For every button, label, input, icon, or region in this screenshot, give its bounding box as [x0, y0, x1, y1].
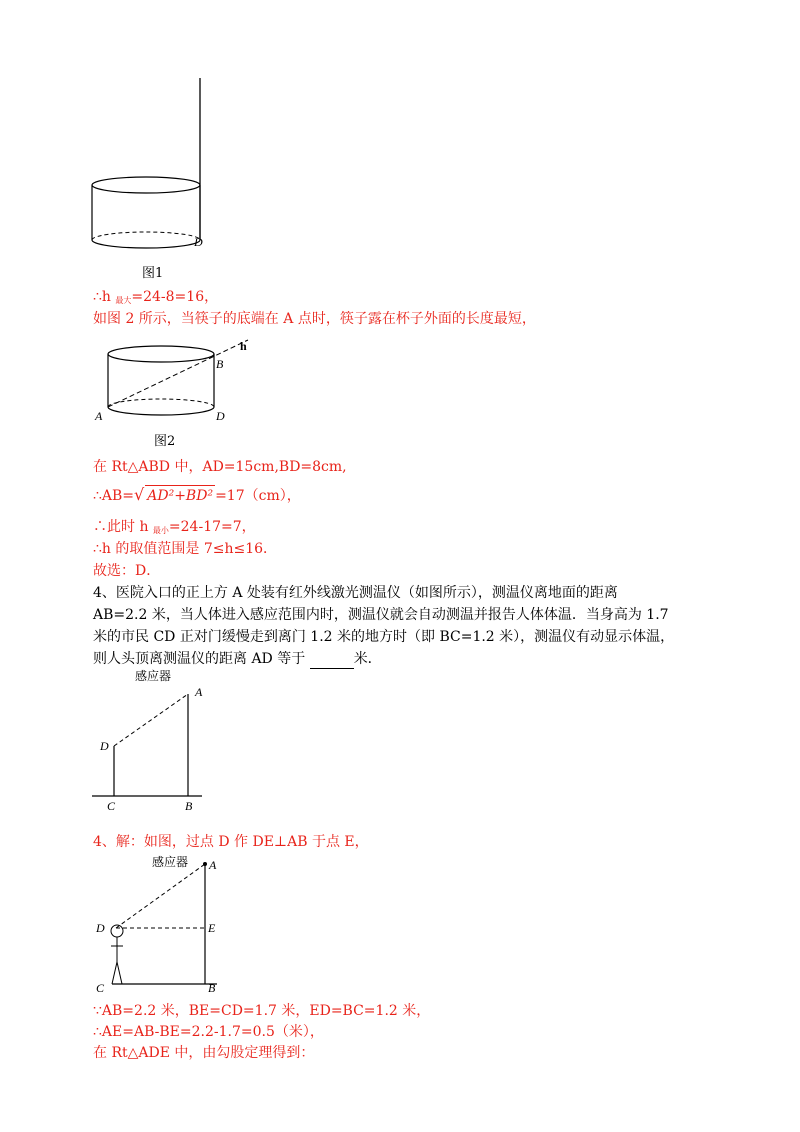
fig3-label-b: B: [185, 799, 193, 813]
line-fig2-intro: 如图 2 所示，当筷子的底端在 A 点时，筷子露在杯子外面的长度最短，: [93, 311, 536, 327]
question-line-4: [93, 649, 382, 669]
figure-4: [92, 852, 232, 997]
question-line-2: AB=2.2 米，当人体进入感应范围内时，测温仪就会自动测温并报告人体体温．当身高为 1.7: [93, 607, 669, 623]
question-line-1: 4、医院入口的正上方 A 处装有红外线激光测温仪（如图所示），测温仪离地面的距离: [93, 585, 618, 601]
fig4-label-b: B: [208, 981, 216, 995]
fig3-label-c: C: [107, 799, 116, 813]
fig4-label-d: D: [96, 921, 105, 935]
fig3-label-a: A: [195, 685, 203, 699]
fig2-label-a: A: [95, 409, 103, 423]
fig3-label-d: D: [100, 739, 109, 753]
solution-line-3: ∴AE=AB-BE=2.2-1.7=0.5（米），: [93, 1024, 324, 1040]
q4-pre: 则人头顶离测温仪的距离 AD 等于: [93, 651, 310, 667]
line-h-max: [93, 287, 218, 309]
fig4-label-e: E: [208, 921, 216, 935]
l1-post: =24-8=16，: [131, 289, 219, 305]
figure-3: [92, 668, 232, 813]
l5-sub: 最小: [152, 526, 169, 535]
line-range: ∴h 的取值范围是 7≤h≤16．: [93, 541, 278, 557]
fig2-label-b: B: [216, 357, 224, 371]
figure-1: [90, 78, 220, 278]
person-figure: [111, 925, 123, 984]
fig1-label-d: D: [194, 235, 203, 249]
figure-2: [90, 332, 260, 427]
sqrt-expression: AD²+BD²: [145, 485, 215, 506]
answer-blank: [310, 654, 354, 669]
fig4-label-c: C: [96, 981, 105, 995]
l5-pre: ∴此时 h: [93, 519, 153, 535]
l4-post: =17（cm），: [215, 488, 301, 504]
fig2-caption: 图2: [154, 434, 176, 449]
fig4-label-sensor: 感应器: [152, 855, 189, 869]
solution-line-4: 在 Rt△ADE 中，由勾股定理得到：: [93, 1045, 315, 1061]
line-rt-abd: 在 Rt△ABD 中，AD=15cm,BD=8cm,: [93, 459, 347, 475]
q4-post: 米．: [353, 651, 382, 667]
fig2-label-h: h: [240, 339, 247, 353]
fig2-label-d: D: [216, 409, 225, 423]
line-answer: 故选：D．: [93, 563, 161, 579]
fig1-caption: 图1: [142, 266, 164, 281]
line-ab-sqrt: ∴AB=√ AD²+BD² =17（cm），: [93, 485, 301, 504]
fig3-label-sensor: 感应器: [135, 669, 172, 683]
line-h-min: [93, 517, 256, 539]
l4-pre: ∴AB=: [93, 488, 135, 504]
l5-post: =24-17=7，: [168, 519, 256, 535]
l1-sub: 最大: [115, 296, 132, 305]
l1-pre: ∴h: [93, 289, 116, 305]
question-line-3: 米的市民 CD 正对门缓慢走到离门 1.2 米的地方时（即 BC=1.2 米），测温仪有动显示体温，: [93, 629, 675, 645]
solution-line-2: ∵AB=2.2 米，BE=CD=1.7 米，ED=BC=1.2 米，: [93, 1003, 431, 1019]
solution-line-1: 4、解：如图，过点 D 作 DE⊥AB 于点 E，: [93, 834, 369, 850]
fig4-label-a: A: [209, 858, 217, 872]
